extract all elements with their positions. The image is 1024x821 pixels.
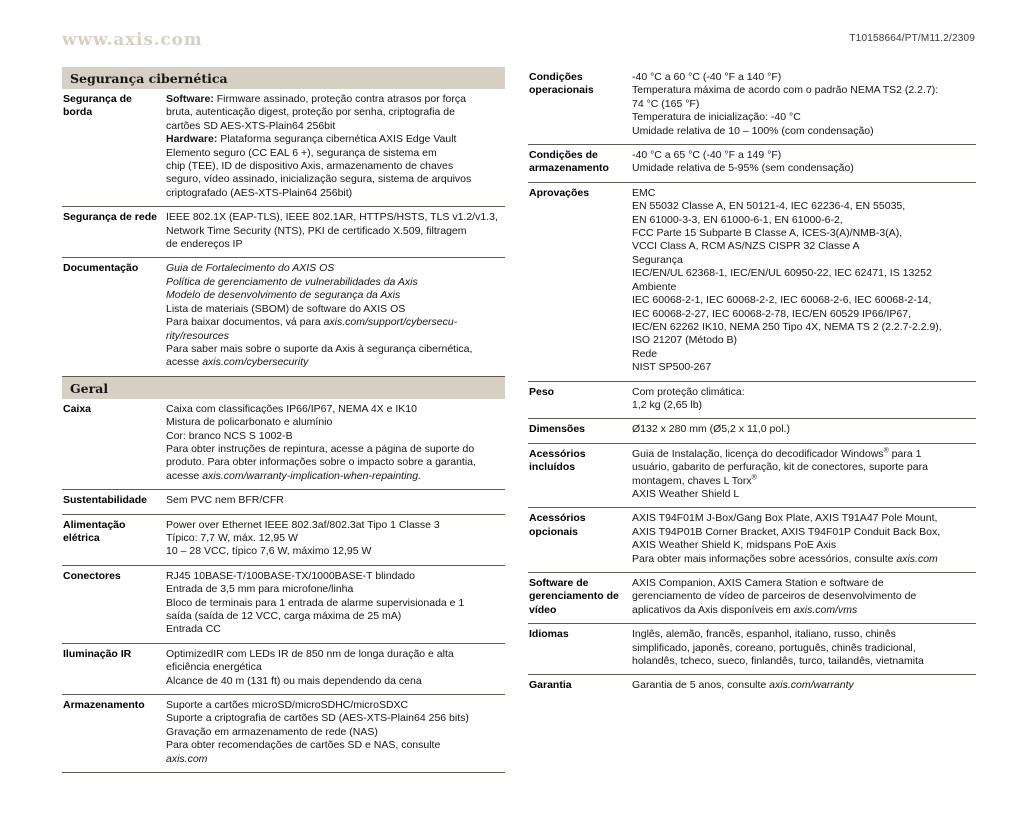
spec-line bbox=[632, 539, 976, 552]
spec-line bbox=[632, 655, 976, 668]
spec-row-dimensoes bbox=[528, 419, 976, 443]
text-segment: IEC 60068-2-1, IEC 60068-2-2, IEC 60068-2-6, IEC 60068-2-14, bbox=[632, 294, 932, 307]
spec-label: Sustentabilidade bbox=[63, 494, 148, 507]
spec-line bbox=[166, 456, 505, 469]
spec-line bbox=[632, 488, 976, 501]
text-segment: OptimizedIR com LEDs IR de 850 nm de longa duração e alta bbox=[166, 647, 454, 660]
text-segment: Power over Ethernet IEEE 802.3af/802.3at Tipo 1 Classe 3 bbox=[166, 518, 440, 531]
spec-line bbox=[166, 225, 505, 238]
registered-mark: ® bbox=[751, 474, 757, 482]
text-segment: Suporte a criptografia de cartões SD (AES-XTS-Plain64 256 bits) bbox=[166, 712, 469, 725]
spec-row-seguranca-de-rede bbox=[62, 207, 505, 258]
spec-row-armazenamento bbox=[62, 695, 505, 773]
spec-line bbox=[166, 623, 505, 636]
text-segment: para 1 bbox=[888, 447, 922, 460]
text-segment: simplificado, japonês, coreano, português, chinês tradicional, bbox=[632, 641, 916, 654]
text-segment: Cor: branco NCS S 1002-B bbox=[166, 429, 293, 442]
spec-value bbox=[632, 423, 976, 436]
spec-line bbox=[632, 240, 976, 253]
spec-line bbox=[632, 526, 976, 539]
text-segment: Suporte a cartões microSD/microSDHC/microSDXC bbox=[166, 699, 409, 712]
spec-line bbox=[632, 590, 976, 603]
spec-line bbox=[166, 430, 505, 443]
spec-line bbox=[632, 254, 976, 267]
spec-line bbox=[166, 470, 505, 483]
text-segment: bruta, autenticação digest, proteção por senha, criptografia de bbox=[166, 106, 455, 119]
spec-row-idiomas bbox=[528, 624, 976, 675]
text-segment: Entrada CC bbox=[166, 623, 221, 636]
spec-line bbox=[166, 330, 505, 343]
text-segment: Gravação em armazenamento de rede (NAS) bbox=[166, 725, 378, 738]
spec-line bbox=[632, 111, 976, 124]
spec-value bbox=[632, 577, 976, 617]
text-segment: Garantia de 5 anos, consulte bbox=[632, 679, 770, 692]
spec-line bbox=[166, 661, 505, 674]
link-text: Guia de Fortalecimento do AXIS OS bbox=[166, 262, 335, 275]
text-segment: AXIS T94F01M J-Box/Gang Box Plate, AXIS T91A47 Pole Mount, bbox=[632, 512, 938, 525]
spec-table-geral bbox=[62, 399, 505, 773]
text-segment: AXIS Companion, AXIS Camera Station e software de bbox=[632, 577, 884, 589]
spec-line bbox=[632, 553, 976, 566]
spec-label: Condições operacionais bbox=[529, 71, 594, 97]
spec-label: Aprovações bbox=[529, 186, 590, 199]
text-segment: criptografado (AES-XTS-Plain64 256bit) bbox=[166, 186, 353, 199]
text-segment: Umidade relativa de 5-95% (sem condensação) bbox=[632, 162, 854, 175]
link-text: axis.com/support/cybersecu- bbox=[323, 316, 458, 329]
text-segment: Segurança bbox=[632, 253, 683, 266]
text-segment: aplicativos da Axis disponíveis em bbox=[632, 603, 794, 616]
text-segment: Alcance de 40 m (131 ft) ou mais dependendo da cena bbox=[166, 674, 422, 687]
spec-row-acessorios-opcionais bbox=[528, 508, 976, 573]
spec-table-right-specs bbox=[528, 67, 976, 699]
spec-label: Acessórios opcionais bbox=[529, 512, 586, 538]
link-text: rity/resources bbox=[166, 329, 230, 342]
spec-label: Conectores bbox=[63, 569, 121, 582]
spec-line bbox=[632, 386, 976, 399]
spec-row-conectores bbox=[62, 566, 505, 644]
section-header-geral: Geral bbox=[62, 377, 505, 399]
spec-row-software-de-gerenciamento-de-video bbox=[528, 573, 976, 624]
text-segment: Para obter recomendações de cartões SD e NAS, consulte bbox=[166, 739, 441, 752]
text-segment: IEC/EN/UL 62368-1, IEC/EN/UL 60950-22, IEC 62471, IS 13252 bbox=[632, 267, 932, 280]
registered-mark: ® bbox=[883, 447, 889, 455]
spec-line bbox=[166, 93, 505, 106]
spec-label: Segurança de borda bbox=[63, 93, 132, 119]
spec-line bbox=[166, 739, 505, 752]
spec-line bbox=[632, 628, 976, 641]
spec-line bbox=[166, 173, 505, 186]
text-segment: IEEE 802.1X (EAP-TLS), IEEE 802.1AR, HTTPS/HSTS, TLS v1.2/v1.3, bbox=[166, 211, 498, 224]
text-segment: Ø132 x 280 mm (Ø5,2 x 11,0 pol.) bbox=[632, 423, 790, 436]
text-segment: NIST SP500-267 bbox=[632, 361, 712, 374]
spec-label: Armazenamento bbox=[63, 699, 145, 712]
spec-line bbox=[166, 160, 505, 173]
text-segment: Rede bbox=[632, 347, 658, 360]
spec-line bbox=[632, 187, 976, 200]
text-segment: Temperatura de inicialização: -40 °C bbox=[632, 111, 801, 124]
text-segment: AXIS Weather Shield K, midspans PoE Axis bbox=[632, 539, 837, 552]
spec-label: Alimentação elétrica bbox=[63, 518, 126, 544]
link-text: axis.com/warranty bbox=[769, 679, 854, 692]
text-segment: Para obter instruções de repintura, acesse a página de suporte do bbox=[166, 442, 475, 455]
text-segment: Network Time Security (NTS), PKI de certificado X.509, filtragem bbox=[166, 224, 467, 237]
spec-line bbox=[632, 461, 976, 474]
spec-value bbox=[632, 386, 976, 413]
text-segment: VCCI Class A, RCM AS/NZS CISPR 32 Classe A bbox=[632, 240, 860, 253]
text-segment: Hardware: bbox=[166, 133, 218, 146]
text-segment: 74 °C (165 °F) bbox=[632, 97, 700, 110]
text-segment: IEC/EN 62262 IK10, NEMA 250 Tipo 4X, NEMA TS 2 (2.2.7-2.2.9), bbox=[632, 320, 942, 333]
spec-line bbox=[166, 289, 505, 302]
text-segment: eficiência energética bbox=[166, 661, 262, 674]
spec-columns bbox=[0, 50, 1024, 773]
spec-line bbox=[632, 267, 976, 280]
spec-line bbox=[632, 604, 976, 617]
spec-value bbox=[632, 187, 976, 375]
text-segment: Para saber mais sobre o suporte da Axis à segurança cibernética, bbox=[166, 342, 473, 355]
spec-line bbox=[632, 294, 976, 307]
spec-line bbox=[166, 238, 505, 251]
text-segment: cartões SD AES-XTS-Plain64 256bit bbox=[166, 119, 336, 132]
spec-value bbox=[166, 699, 505, 766]
spec-line bbox=[632, 281, 976, 294]
link-text: axis.com/vms bbox=[793, 603, 858, 616]
spec-line bbox=[632, 84, 976, 97]
text-segment: Umidade relativa de 10 – 100% (com condensação) bbox=[632, 124, 874, 137]
link-text: Modelo de desenvolvimento de segurança da Axis bbox=[166, 289, 401, 302]
left-column bbox=[62, 67, 505, 773]
text-segment: Típico: 7,7 W, máx. 12,95 W bbox=[166, 531, 298, 544]
spec-line bbox=[632, 98, 976, 111]
spec-line bbox=[632, 423, 976, 436]
spec-line bbox=[166, 120, 505, 133]
spec-line bbox=[166, 403, 505, 416]
spec-label: Idiomas bbox=[529, 628, 569, 641]
spec-line bbox=[632, 125, 976, 138]
spec-row-condicoes-de-armazenamento bbox=[528, 145, 976, 183]
spec-line bbox=[632, 308, 976, 321]
link-text: Política de gerenciamento de vulnerabilidades da Axis bbox=[166, 275, 418, 288]
spec-line bbox=[166, 133, 505, 146]
text-segment: gerenciamento de vídeo de parceiros de desenvolvimento de bbox=[632, 590, 917, 603]
spec-row-caixa bbox=[62, 399, 505, 490]
spec-line bbox=[632, 227, 976, 240]
spec-label: Dimensões bbox=[529, 423, 586, 436]
text-segment: Guia de Instalação, licença do decodificador Windows bbox=[632, 447, 884, 460]
spec-line bbox=[632, 162, 976, 175]
spec-line bbox=[166, 106, 505, 119]
text-segment: Firmware assinado, proteção contra atrasos por força bbox=[213, 93, 466, 105]
spec-line bbox=[166, 610, 505, 623]
spec-label: Software de gerenciamento de vídeo bbox=[529, 577, 619, 616]
spec-label: Iluminação IR bbox=[63, 647, 132, 660]
text-segment: -40 °C a 60 °C (-40 °F a 140 °F) bbox=[632, 71, 782, 83]
link-text: axis.com bbox=[166, 752, 208, 765]
spec-row-condicoes-operacionais bbox=[528, 67, 976, 145]
spec-line bbox=[632, 475, 976, 488]
spec-line bbox=[166, 276, 505, 289]
spec-value bbox=[166, 93, 505, 200]
spec-line bbox=[166, 416, 505, 429]
text-segment: Temperatura máxima de acordo com o padrão NEMA TS2 (2.2.7): bbox=[632, 84, 939, 97]
text-segment: AXIS T94P01B Corner Bracket, AXIS T94F01P Conduit Back Box, bbox=[632, 525, 941, 538]
spec-value bbox=[166, 262, 505, 369]
spec-line bbox=[632, 71, 976, 84]
spec-label: Segurança de rede bbox=[63, 211, 157, 224]
text-segment: holandês, tcheco, sueco, finlandês, turco, tailandês, vietnamita bbox=[632, 655, 924, 668]
spec-line bbox=[632, 214, 976, 227]
document-number: T10158664/PT/M11.2/2309 bbox=[849, 33, 975, 44]
spec-value bbox=[166, 570, 505, 637]
spec-row-documentacao bbox=[62, 258, 505, 376]
text-segment: RJ45 10BASE-T/100BASE-TX/1000BASE-T blindado bbox=[166, 569, 416, 582]
spec-line bbox=[166, 712, 505, 725]
text-segment: Lista de materiais (SBOM) de software do AXIS OS bbox=[166, 302, 406, 315]
spec-line bbox=[166, 699, 505, 712]
spec-line bbox=[632, 348, 976, 361]
text-segment: seguro, vídeo assinado, inicialização segura, sistema de arquivos bbox=[166, 173, 472, 186]
spec-label: Caixa bbox=[63, 402, 92, 415]
page-header bbox=[0, 0, 1024, 50]
spec-line bbox=[166, 597, 505, 610]
spec-line bbox=[166, 316, 505, 329]
text-segment: AXIS Weather Shield L bbox=[632, 487, 740, 500]
link-text: axis.com/cybersecurity bbox=[202, 356, 309, 369]
spec-line bbox=[632, 200, 976, 213]
text-segment: acesse bbox=[166, 469, 203, 482]
axis-logo: www.axis.com bbox=[62, 30, 203, 50]
text-segment: ISO 21207 (Método B) bbox=[632, 334, 738, 347]
spec-line bbox=[632, 448, 976, 461]
text-segment: Bloco de terminais para 1 entrada de alarme supervisionada e 1 bbox=[166, 596, 465, 609]
spec-line bbox=[166, 211, 505, 224]
spec-line bbox=[166, 570, 505, 583]
spec-label: Documentação bbox=[63, 262, 139, 275]
spec-value bbox=[632, 149, 976, 176]
spec-label: Peso bbox=[529, 385, 555, 398]
spec-line bbox=[166, 532, 505, 545]
spec-value bbox=[632, 448, 976, 502]
text-segment: Entrada de 3,5 mm para microfone/linha bbox=[166, 583, 354, 596]
spec-line bbox=[166, 147, 505, 160]
text-segment: Com proteção climática: bbox=[632, 385, 745, 398]
text-segment: Plataforma segurança cibernética AXIS Edge Vault bbox=[217, 133, 457, 146]
text-segment: de endereços IP bbox=[166, 238, 243, 251]
spec-row-alimentacao-eletrica bbox=[62, 515, 505, 566]
text-segment: EN 55032 Classe A, EN 50121-4, IEC 62236-4, EN 55035, bbox=[632, 200, 906, 213]
text-segment: EMC bbox=[632, 186, 656, 199]
spec-row-garantia bbox=[528, 675, 976, 698]
text-segment: Sem PVC nem BFR/CFR bbox=[166, 494, 284, 507]
spec-line bbox=[632, 149, 976, 162]
spec-label: Acessórios incluídos bbox=[529, 447, 586, 474]
spec-line bbox=[166, 303, 505, 316]
spec-value bbox=[632, 71, 976, 138]
spec-value bbox=[166, 648, 505, 688]
spec-row-sustentabilidade bbox=[62, 490, 505, 514]
text-segment: Para baixar documentos, vá para bbox=[166, 316, 324, 329]
spec-row-acessorios-incluidos bbox=[528, 444, 976, 509]
spec-line bbox=[166, 675, 505, 688]
text-segment: Software: bbox=[166, 93, 214, 105]
spec-line bbox=[632, 334, 976, 347]
spec-line bbox=[166, 519, 505, 532]
spec-row-peso bbox=[528, 382, 976, 420]
text-segment: montagem, chaves L Torx bbox=[632, 474, 752, 487]
spec-line bbox=[632, 321, 976, 334]
spec-row-aprovacoes bbox=[528, 183, 976, 382]
text-segment: -40 °C a 65 °C (-40 °F a 149 °F) bbox=[632, 149, 782, 162]
spec-line bbox=[632, 361, 976, 374]
text-segment: FCC Parte 15 Subparte B Classe A, ICES-3(A)/NMB-3(A), bbox=[632, 227, 903, 240]
spec-row-iluminacao-ir bbox=[62, 644, 505, 695]
spec-value bbox=[166, 403, 505, 483]
text-segment: usuário, gabarito de perfuração, kit de conectores, suporte para bbox=[632, 461, 928, 474]
text-segment: 1,2 kg (2,65 lb) bbox=[632, 398, 703, 411]
spec-line bbox=[166, 494, 505, 507]
text-segment: Ambiente bbox=[632, 280, 677, 293]
spec-line bbox=[166, 343, 505, 356]
spec-value bbox=[632, 679, 976, 692]
right-column bbox=[528, 67, 976, 699]
text-segment: Elemento seguro (CC EAL 6 +), segurança de sistema em bbox=[166, 146, 437, 159]
link-text: axis.com bbox=[896, 552, 938, 565]
spec-value bbox=[632, 512, 976, 566]
text-segment: produto. Para obter informações sobre o impacto sobre a garantia, bbox=[166, 456, 476, 469]
spec-value bbox=[166, 494, 505, 507]
spec-line bbox=[166, 648, 505, 661]
spec-label: Garantia bbox=[529, 679, 572, 692]
text-segment: Caixa com classificações IP66/IP67, NEMA 4X e IK10 bbox=[166, 402, 417, 415]
spec-line bbox=[632, 512, 976, 525]
spec-line bbox=[632, 399, 976, 412]
spec-value bbox=[166, 211, 505, 251]
spec-line bbox=[632, 577, 976, 590]
spec-line bbox=[166, 356, 505, 369]
text-segment: chip (TEE), ID de dispositivo Axis, armazenamento de chaves bbox=[166, 160, 454, 173]
spec-line bbox=[166, 443, 505, 456]
text-segment: 10 – 28 VCC, típico 7,6 W, máximo 12,95 W bbox=[166, 545, 372, 558]
spec-line bbox=[632, 679, 976, 692]
spec-line bbox=[166, 726, 505, 739]
spec-line bbox=[632, 642, 976, 655]
spec-line bbox=[166, 187, 505, 200]
spec-value bbox=[632, 628, 976, 668]
text-segment: EN 61000-3-3, EN 61000-6-1, EN 61000-6-2, bbox=[632, 213, 843, 226]
spec-row-seguranca-de-borda bbox=[62, 89, 505, 207]
spec-value bbox=[166, 519, 505, 559]
text-segment: Mistura de policarbonato e alumínio bbox=[166, 416, 333, 429]
spec-label: Condições de armazenamento bbox=[529, 149, 609, 175]
link-text: axis.com/warranty-implication-when-repainting. bbox=[202, 469, 422, 482]
spec-line bbox=[166, 545, 505, 558]
spec-line bbox=[166, 753, 505, 766]
spec-line bbox=[166, 583, 505, 596]
spec-line bbox=[166, 262, 505, 275]
text-segment: Para obter mais informações sobre acessórios, consulte bbox=[632, 552, 897, 565]
section-header-seguranca-cibernetica: Segurança cibernética bbox=[62, 67, 505, 89]
text-segment: Inglês, alemão, francês, espanhol, italiano, russo, chinês bbox=[632, 628, 896, 641]
text-segment: saída (saída de 12 VCC, carga máxima de 25 mA) bbox=[166, 610, 402, 622]
text-segment: IEC 60068-2-27, IEC 60068-2-78, IEC/EN 60529 IP66/IP67, bbox=[632, 307, 912, 320]
spec-table-seguranca-cibernetica bbox=[62, 89, 505, 377]
text-segment: acesse bbox=[166, 356, 203, 369]
